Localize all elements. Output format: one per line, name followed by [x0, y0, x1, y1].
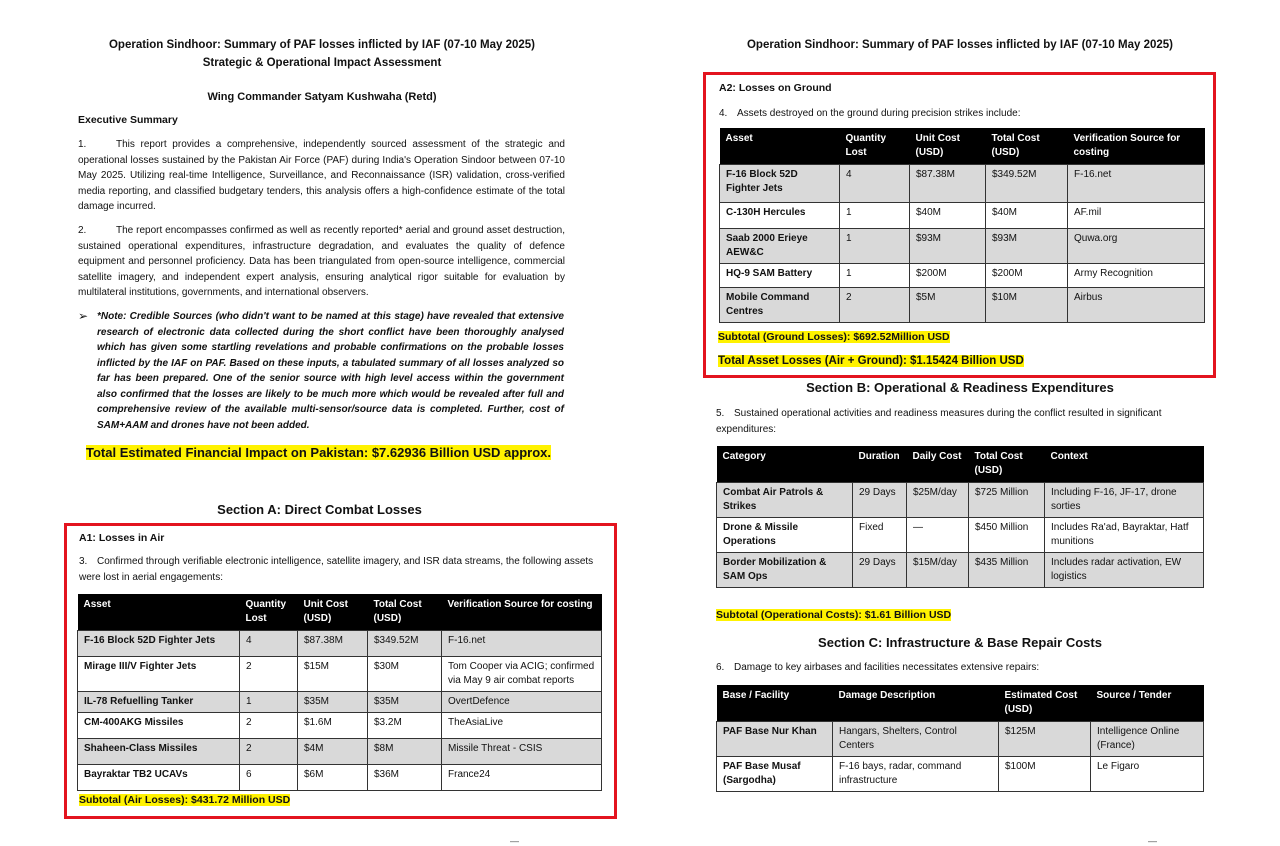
table-cell: $10M — [986, 288, 1068, 323]
table-cell: $349.52M — [986, 165, 1068, 203]
arrow-bullet-icon: ➢ — [78, 309, 89, 323]
table-cell: $93M — [986, 229, 1068, 264]
table-cell: 1 — [840, 229, 910, 264]
air-subtotal — [79, 794, 290, 806]
ground-subtotal — [718, 331, 950, 343]
table-header-row — [717, 446, 1204, 483]
author: Wing Commander Satyam Kushwaha (Retd) — [207, 91, 437, 103]
table-cell: F-16 Block 52D Fighter Jets — [78, 631, 240, 657]
table-row — [720, 288, 1205, 323]
table-cell: 2 — [840, 288, 910, 323]
table-header: Verification Source for costing — [1068, 128, 1205, 165]
table-cell: Le Figaro — [1091, 757, 1204, 792]
table-cell: Quwa.org — [1068, 229, 1205, 264]
table-cell: AF.mil — [1068, 203, 1205, 229]
table-cell: F-16.net — [442, 631, 602, 657]
table-header: Asset — [78, 594, 240, 631]
table-cell: $5M — [910, 288, 986, 323]
table-cell: C-130H Hercules — [720, 203, 840, 229]
table-cell: $349.52M — [368, 631, 442, 657]
table-cell: France24 — [442, 765, 602, 791]
table-header: Total Cost (USD) — [969, 446, 1045, 483]
table-cell: $200M — [986, 264, 1068, 288]
table-row — [78, 631, 602, 657]
para-5-text: Sustained operational activities and readiness measures during the conflict resulted in significant expenditures: — [716, 408, 1162, 435]
table-cell: Combat Air Patrols & Strikes — [717, 483, 853, 518]
table-cell: Tom Cooper via ACIG; confirmed via May 9 air combat reports — [442, 657, 602, 692]
ground-losses-box — [703, 72, 1216, 378]
para-4-number: 4. — [719, 108, 728, 119]
table-cell: 1 — [840, 203, 910, 229]
table-cell: 6 — [240, 765, 298, 791]
table-cell: $36M — [368, 765, 442, 791]
operational-subtotal-highlight: Subtotal (Operational Costs): $1.61 Billion USD — [716, 609, 952, 621]
table-cell: 1 — [240, 692, 298, 713]
table-header: Quantity Lost — [240, 594, 298, 631]
table-cell: 2 — [240, 713, 298, 739]
air-subtotal-highlight: Subtotal (Air Losses): $431.72 Million USD — [79, 794, 291, 806]
doc-title: Operation Sindhoor: Summary of PAF losses inflicted by IAF (07-10 May 2025) — [746, 39, 1174, 51]
table-header: Total Cost (USD) — [368, 594, 442, 631]
table-cell: F-16 bays, radar, command infrastructure — [833, 757, 999, 792]
table-cell: Missile Threat - CSIS — [442, 739, 602, 765]
table-cell: $25M/day — [907, 483, 969, 518]
total-asset-highlight: Total Asset Losses (Air + Ground): $1.15424 Billion USD — [718, 355, 1024, 367]
table-cell: Intelligence Online (France) — [1091, 722, 1204, 757]
page-footer: — — [1148, 836, 1157, 846]
table-cell: 2 — [240, 739, 298, 765]
table-header: Duration — [853, 446, 907, 483]
para-4-text: Assets destroyed on the ground during precision strikes include: — [737, 108, 1021, 119]
table-cell: 2 — [240, 657, 298, 692]
table-cell: Border Mobilization & SAM Ops — [717, 553, 853, 588]
para-2-text: The report encompasses confirmed as well as recently reported* aerial and ground asset destruction, sustained operational expenditures, infrastructure degradation, and evaluates the quality of defence equipment and personnel proficiency. Data has been triangulated from open-source intelligence, commercial satellite imagery, and independent expert analysis, ensuring analytical rigor suitable for evaluation by multilateral institutions, governments, and international observers. — [78, 225, 565, 298]
table-cell: Airbus — [1068, 288, 1205, 323]
table-header: Total Cost (USD) — [986, 128, 1068, 165]
table-header-row — [78, 594, 602, 631]
table-cell: F-16 Block 52D Fighter Jets — [720, 165, 840, 203]
table-row — [78, 713, 602, 739]
table-header: Verification Source for costing — [442, 594, 602, 631]
table-header: Damage Description — [833, 685, 999, 722]
table-row — [717, 757, 1204, 792]
table-cell: $6M — [298, 765, 368, 791]
table-cell: $125M — [999, 722, 1091, 757]
ground-subtotal-highlight: Subtotal (Ground Losses): $692.52Million USD — [718, 331, 950, 343]
para-1-text: This report provides a comprehensive, independently sourced assessment of the strategic and operational losses sustained by the Pakistan Air Force (PAF) during India's Operation Sindoor between 07-10 May 2025. Utilizing real-time Intelligence, Surveillance, and Reconnaissance (ISR) validation, cross-verified media reporting, and classified budgetary tenders, this analysis offers a high-confidence estimate of the total damage incurred. — [78, 139, 565, 212]
table-cell: Shaheen-Class Missiles — [78, 739, 240, 765]
para-1 — [78, 137, 565, 215]
para-2 — [78, 223, 565, 301]
table-header: Unit Cost (USD) — [910, 128, 986, 165]
table-row — [717, 553, 1204, 588]
table-cell: F-16.net — [1068, 165, 1205, 203]
table-cell: Bayraktar TB2 UCAVs — [78, 765, 240, 791]
table-cell: CM-400AKG Missiles — [78, 713, 240, 739]
table-cell: HQ-9 SAM Battery — [720, 264, 840, 288]
table-row — [717, 518, 1204, 553]
table-row — [78, 739, 602, 765]
ground-losses-table — [719, 128, 1205, 323]
para-1-number: 1. — [78, 139, 87, 150]
table-row — [717, 722, 1204, 757]
table-header: Context — [1045, 446, 1204, 483]
doc-subtitle: Strategic & Operational Impact Assessment — [202, 57, 442, 69]
table-cell: IL-78 Refuelling Tanker — [78, 692, 240, 713]
a1-heading: A1: Losses in Air — [79, 532, 165, 544]
table-cell: Drone & Missile Operations — [717, 518, 853, 553]
table-row — [720, 203, 1205, 229]
para-5 — [716, 406, 1206, 437]
para-5-number: 5. — [716, 408, 725, 419]
table-cell: $725 Million — [969, 483, 1045, 518]
table-cell: $8M — [368, 739, 442, 765]
total-asset-losses — [718, 355, 1024, 367]
para-3 — [79, 554, 599, 585]
table-header: Estimated Cost (USD) — [999, 685, 1091, 722]
table-cell: $35M — [298, 692, 368, 713]
table-header-row — [720, 128, 1205, 165]
table-cell: Includes Ra'ad, Bayraktar, Hatf munitions — [1045, 518, 1204, 553]
infrastructure-costs-table — [716, 685, 1204, 792]
table-cell: $450 Million — [969, 518, 1045, 553]
para-3-text: Confirmed through verifiable electronic intelligence, satellite imagery, and ISR data streams, the following assets were lost in aerial engagements: — [79, 556, 594, 583]
table-cell: $200M — [910, 264, 986, 288]
right-page — [700, 0, 1220, 844]
table-row — [717, 483, 1204, 518]
table-cell: PAF Base Musaf (Sargodha) — [717, 757, 833, 792]
a2-heading: A2: Losses on Ground — [719, 82, 832, 94]
table-cell: $15M — [298, 657, 368, 692]
table-row — [720, 229, 1205, 264]
para-6-number: 6. — [716, 662, 725, 673]
table-cell: $1.6M — [298, 713, 368, 739]
table-cell: $15M/day — [907, 553, 969, 588]
air-losses-box — [64, 523, 617, 819]
section-a-heading: Section A: Direct Combat Losses — [217, 502, 422, 517]
table-cell: $87.38M — [910, 165, 986, 203]
table-header: Unit Cost (USD) — [298, 594, 368, 631]
table-cell: Hangars, Shelters, Control Centers — [833, 722, 999, 757]
table-row — [78, 765, 602, 791]
doc-title: Operation Sindhoor: Summary of PAF losses inflicted by IAF (07-10 May 2025) — [108, 39, 536, 51]
table-cell: 4 — [840, 165, 910, 203]
exec-summary-heading: Executive Summary — [78, 114, 178, 126]
table-row — [78, 692, 602, 713]
table-cell: PAF Base Nur Khan — [717, 722, 833, 757]
page-footer: — — [510, 836, 519, 846]
table-header: Daily Cost — [907, 446, 969, 483]
table-cell: $93M — [910, 229, 986, 264]
table-cell: 1 — [840, 264, 910, 288]
table-cell: Mobile Command Centres — [720, 288, 840, 323]
table-cell: $435 Million — [969, 553, 1045, 588]
credible-sources-note: *Note: Credible Sources (who didn't want to be named at this stage) have revealed that extensive research of electronic data collected during the short conflict have been thoroughly analysed which has given some startling revelations and probable confirmations on the probable losses inflicted by the IAF on PAF. Based on these inputs, a tabulated summary of all losses analyzed so far has been prepared. One of the senior source with high level access within the government also confirmed that the losses are likely to be much more which would be revealed after full and comprehensive review of the available multi-sensor/source data is completed. Further, cost of SAM+AAM and drones have not been added. — [97, 311, 564, 431]
total-impact-highlight: Total Estimated Financial Impact on Pakistan: $7.62936 Billion USD approx. — [86, 445, 551, 460]
para-2-number: 2. — [78, 225, 87, 236]
table-cell: Includes radar activation, EW logistics — [1045, 553, 1204, 588]
para-6 — [716, 660, 1206, 676]
table-cell: $40M — [986, 203, 1068, 229]
table-header: Asset — [720, 128, 840, 165]
table-cell: $4M — [298, 739, 368, 765]
table-cell: 29 Days — [853, 483, 907, 518]
operational-subtotal — [716, 609, 951, 621]
section-c-heading: Section C: Infrastructure & Base Repair Costs — [818, 635, 1102, 650]
table-row — [720, 264, 1205, 288]
table-cell: $35M — [368, 692, 442, 713]
table-row — [78, 657, 602, 692]
table-cell: 29 Days — [853, 553, 907, 588]
left-page — [62, 0, 595, 846]
table-row — [720, 165, 1205, 203]
table-cell: Army Recognition — [1068, 264, 1205, 288]
para-4 — [719, 106, 1199, 122]
table-header: Base / Facility — [717, 685, 833, 722]
operational-costs-table — [716, 446, 1204, 588]
table-cell: Saab 2000 Erieye AEW&C — [720, 229, 840, 264]
section-b-heading: Section B: Operational & Readiness Expenditures — [806, 380, 1114, 395]
table-cell: 4 — [240, 631, 298, 657]
table-cell: $87.38M — [298, 631, 368, 657]
table-cell: $30M — [368, 657, 442, 692]
table-cell: — — [907, 518, 969, 553]
table-cell: Mirage III/V Fighter Jets — [78, 657, 240, 692]
table-cell: $100M — [999, 757, 1091, 792]
table-cell: $40M — [910, 203, 986, 229]
table-cell: Fixed — [853, 518, 907, 553]
table-header-row — [717, 685, 1204, 722]
table-cell: Including F-16, JF-17, drone sorties — [1045, 483, 1204, 518]
para-3-number: 3. — [79, 556, 88, 567]
air-losses-table — [77, 594, 602, 791]
table-header: Category — [717, 446, 853, 483]
total-impact-line — [86, 445, 551, 460]
table-header: Quantity Lost — [840, 128, 910, 165]
para-6-text: Damage to key airbases and facilities necessitates extensive repairs: — [734, 662, 1040, 673]
table-cell: OvertDefence — [442, 692, 602, 713]
table-header: Source / Tender — [1091, 685, 1204, 722]
table-cell: $3.2M — [368, 713, 442, 739]
table-cell: TheAsiaLive — [442, 713, 602, 739]
